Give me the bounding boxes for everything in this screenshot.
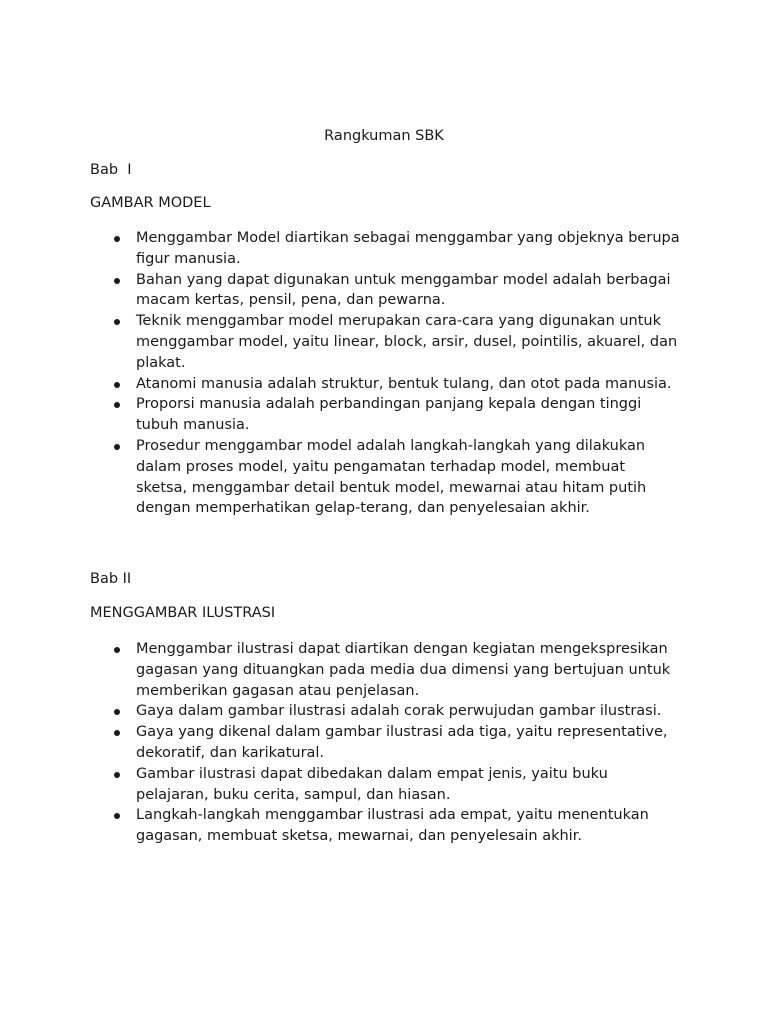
bullet-icon [114,709,120,715]
list-item [90,394,680,436]
list-item [90,374,680,395]
list-item-text: Atanomi manusia adalah struktur, bentuk tulang, dan otot pada manusia. [136,375,672,392]
bullet-icon [114,402,120,408]
list-item-text: Gaya dalam gambar ilustrasi adalah corak perwujudan gambar ilustrasi. [136,703,662,720]
bullet-icon [114,647,120,653]
list-item [90,701,680,722]
bullet-icon [114,444,120,450]
list-item [90,311,680,373]
list-item [90,436,680,519]
list-item [90,722,680,764]
chapter-label: Bab II [90,571,132,587]
list-item-text: Langkah-langkah menggambar ilustrasi ada empat, yaitu menentukan gagasan, membuat sketsa, mewarnai, dan penyelesain akhir. [136,807,649,845]
bullet-icon [114,730,120,736]
section-heading: MENGGAMBAR ILUSTRASI [90,605,276,621]
list-item-text: Gambar ilustrasi dapat dibedakan dalam empat jenis, yaitu buku pelajaran, buku cerita, sampul, dan hiasan. [136,765,608,803]
bullet-icon [114,382,120,388]
list-item-text: Bahan yang dapat digunakan untuk menggambar model adalah berbagai macam kertas, pensil, pena, dan pewarna. [136,271,671,309]
bullet-icon [114,813,120,819]
list-item-text: Teknik menggambar model merupakan cara-cara yang digunakan untuk menggambar model, yaitu linear, block, arsir, dusel, pointilis, akuarel, dan plakat. [136,313,678,371]
list-item [90,639,680,701]
bullet-icon [114,772,120,778]
bullet-icon [114,319,120,325]
document-title: Rangkuman SBK [324,128,444,144]
bullet-icon [114,278,120,284]
list-item-text: Prosedur menggambar model adalah langkah-langkah yang dilakukan dalam proses model, yaitu pengamatan terhadap model, membuat sketsa, menggambar detail bentuk model, mewarnai atau hitam putih dengan memperhatikan gelap-terang, dan penyelesaian akhir. [136,437,647,517]
list-item-text: Menggambar ilustrasi dapat diartikan dengan kegiatan mengekspresikan gagasan yang dituangkan pada media dua dimensi yang bertujuan untuk memberikan gagasan atau penjelasan. [136,641,671,699]
list-item [90,764,680,806]
chapter-label: Bab I [90,162,132,178]
list-item-text: Menggambar Model diartikan sebagai menggambar yang objeknya berupa figur manusia. [136,230,680,267]
list-item [90,270,680,312]
list-item [90,228,680,270]
list-item-text: Proporsi manusia adalah perbandingan panjang kepala dengan tinggi tubuh manusia. [136,396,642,434]
bullet-list [90,639,680,847]
bullet-icon [114,236,120,242]
list-item [90,805,680,847]
section-heading: GAMBAR MODEL [90,195,211,211]
list-item-text: Gaya yang dikenal dalam gambar ilustrasi ada tiga, yaitu representative, dekoratif, dan karikatural. [136,724,668,761]
bullet-list [90,228,680,519]
